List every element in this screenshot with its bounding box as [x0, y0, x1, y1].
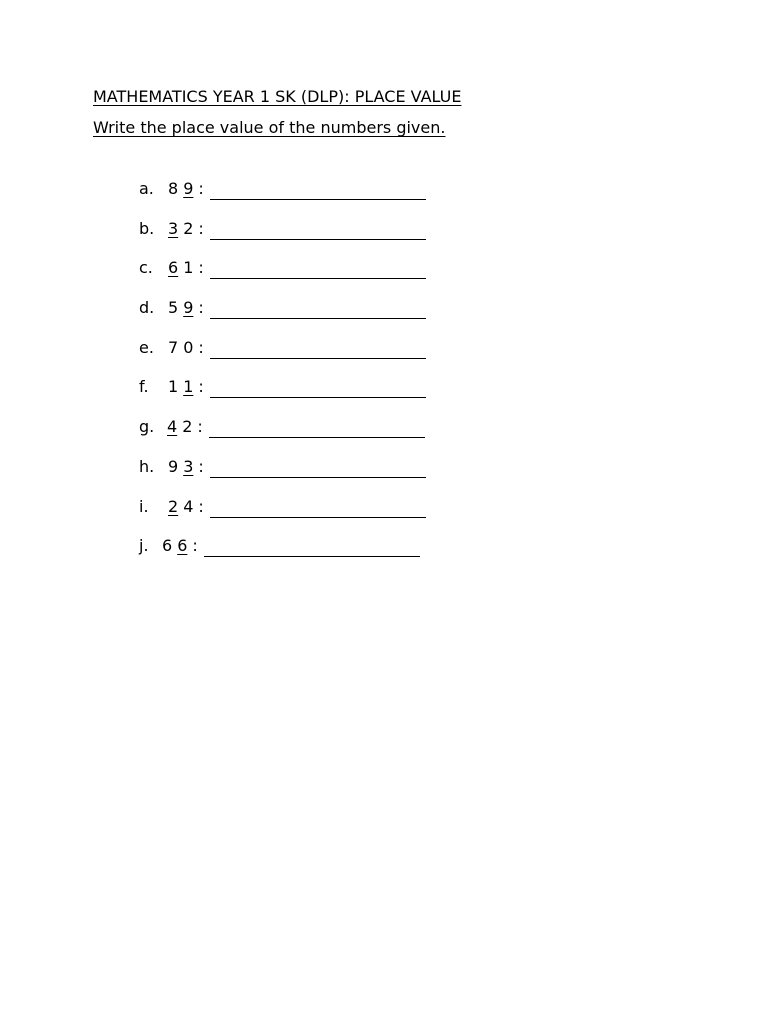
question-b — [139, 218, 426, 258]
ones-digit-underlined: 1 — [183, 377, 194, 397]
answer-line[interactable] — [204, 535, 420, 557]
question-label: g. — [139, 417, 155, 437]
ones-digit: 0 — [183, 337, 194, 357]
separator: : — [192, 536, 198, 556]
question-i — [139, 496, 426, 536]
tens-digit: 5 — [168, 298, 179, 318]
ones-digit: 4 — [183, 496, 194, 516]
ones-digit-underlined: 3 — [183, 456, 194, 476]
page-title: MATHEMATICS YEAR 1 SK (DLP): PLACE VALUE — [93, 87, 462, 106]
question-c — [139, 257, 426, 297]
instruction: Write the place value of the numbers given. — [93, 118, 446, 137]
question-a — [139, 178, 426, 218]
question-f — [139, 376, 426, 416]
separator: : — [198, 298, 204, 318]
tens-digit: 7 — [168, 337, 179, 357]
ones-digit: 1 — [183, 258, 194, 278]
separator: : — [198, 456, 204, 476]
separator: : — [198, 337, 204, 357]
question-d — [139, 297, 426, 337]
question-label: d. — [139, 298, 155, 318]
answer-line[interactable] — [210, 257, 426, 279]
question-j — [139, 535, 426, 575]
tens-digit: 8 — [168, 179, 179, 198]
answer-line[interactable] — [210, 496, 426, 518]
answer-line[interactable] — [210, 218, 426, 240]
separator: : — [198, 496, 204, 516]
tens-digit-underlined: 2 — [168, 496, 179, 516]
question-label: j. — [139, 536, 149, 556]
tens-digit: 9 — [168, 456, 179, 476]
question-label: h. — [139, 456, 155, 476]
ones-digit-underlined: 9 — [183, 179, 194, 198]
question-label: c. — [139, 258, 153, 278]
question-label: a. — [139, 179, 154, 198]
ones-digit-underlined: 6 — [177, 536, 188, 556]
question-list — [139, 178, 426, 575]
ones-digit: 2 — [183, 218, 194, 238]
answer-line[interactable] — [209, 416, 425, 438]
answer-line[interactable] — [210, 456, 426, 478]
separator: : — [198, 377, 204, 397]
tens-digit-underlined: 3 — [168, 218, 179, 238]
separator: : — [198, 258, 204, 278]
answer-line[interactable] — [210, 337, 426, 359]
tens-digit: 6 — [162, 536, 173, 556]
question-label: i. — [139, 496, 149, 516]
answer-line[interactable] — [210, 178, 426, 200]
question-label: f. — [139, 377, 149, 397]
question-h — [139, 456, 426, 496]
question-label: b. — [139, 218, 155, 238]
answer-line[interactable] — [210, 297, 426, 319]
question-g — [139, 416, 426, 456]
ones-digit-underlined: 9 — [183, 298, 194, 318]
tens-digit-underlined: 6 — [168, 258, 179, 278]
separator: : — [198, 218, 204, 238]
tens-digit: 1 — [168, 377, 179, 397]
separator: : — [197, 417, 203, 437]
tens-digit-underlined: 4 — [167, 417, 178, 437]
ones-digit: 2 — [182, 417, 193, 437]
question-label: e. — [139, 337, 154, 357]
answer-line[interactable] — [210, 376, 426, 398]
separator: : — [198, 179, 204, 198]
question-e — [139, 337, 426, 377]
